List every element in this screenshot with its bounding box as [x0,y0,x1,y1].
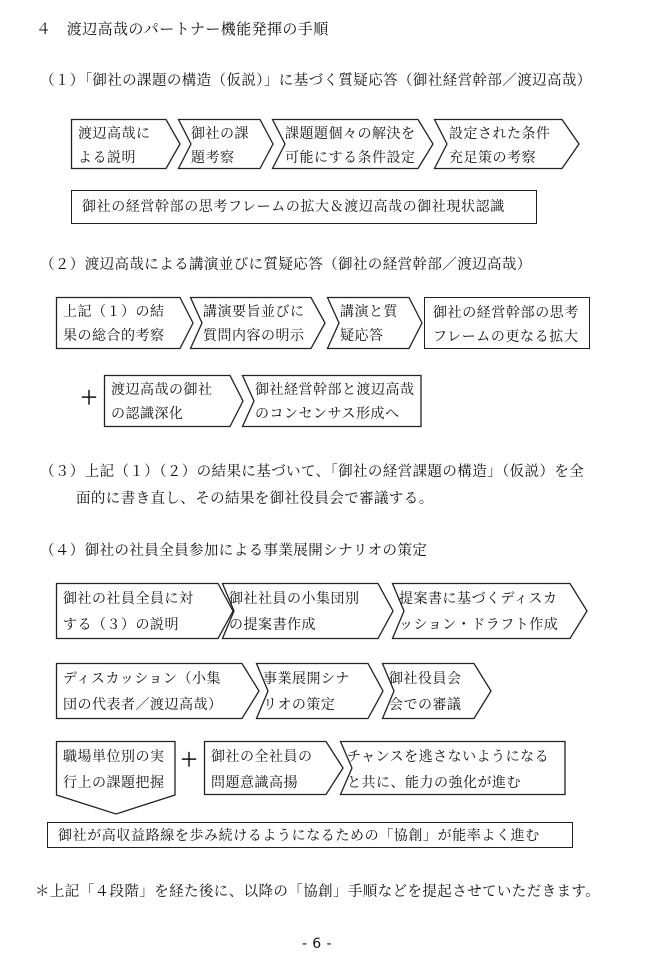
step1-box-1-line1: 渡辺高哉に [78,126,151,142]
step1-result: 御社の経営幹部の思考フレームの拡大＆渡辺高哉の御社現状認識 [82,199,505,215]
step1-box-2 [178,119,274,169]
step4-row2-box-1-line2: 団の代表者／渡辺高哉） [63,697,223,713]
step2-box-4-line1: 御社の経営幹部の思考 [433,305,579,321]
step4-row2-box-2 [256,663,384,719]
section-title: ４ 渡辺高哉のパートナー機能発揮の手順 [36,20,329,38]
step2-box-6-line1: 御社経営幹部と渡辺高哉 [255,382,415,398]
step2-plus: ＋ [80,388,98,409]
step2-box-5 [104,375,244,427]
step4-row3-box-2-line2: 問題意識高揚 [211,775,298,791]
footnote: ＊上記「４段階」を経た後に、以降の「協創」手順などを提起させていただきます。 [35,884,601,900]
step4-row3-box-3-line1: チャンスを逃さないようになる [347,749,550,765]
step2-box-4-line2: フレームの更なる拡大 [433,329,579,345]
step1-box-4-line1: 設定された条件 [449,126,551,142]
step1-box-1-line2: よる説明 [78,150,136,166]
step1-box-3-line2: 可能にする条件設定 [285,150,416,166]
step4-result-box [47,822,573,848]
step2-box-2-line2: 質問内容の明示 [203,328,305,344]
step4-row1-box-3 [392,583,588,639]
step4-row1-box-1-line2: する（３）の説明 [63,617,179,633]
step4-row1-box-1 [56,583,234,639]
step4-row1-box-2-line1: 御社社員の小集団別 [229,591,360,607]
step4-plus: ＋ [180,750,198,771]
step1-box-1 [71,119,181,169]
step4-row3-box-2 [204,741,344,795]
step2-box-1-line2: 果の総合的考察 [63,328,165,344]
step2-box-4 [424,297,590,349]
step4-row3-box-3-line2: と共に、能力の強化が進む [347,775,521,791]
step1-box-4-line2: 充足策の考察 [449,150,536,166]
step2-box-3 [327,297,423,349]
step4-row3-box-1-line2: 行上の課題把握 [63,775,165,791]
step4-row1-box-1-line1: 御社の社員全員に対 [63,591,194,607]
step4-row3-box-3 [340,741,566,795]
step4-row2-box-3-line2: 会での審議 [389,697,462,713]
step1-box-3-line1: 課題題個々の解決を [285,126,416,142]
step2-box-2 [190,297,326,349]
step1-heading: （１）「御社の課題の構造（仮説）」に基づく質疑応答（御社経営幹部／渡辺高哉） [40,73,592,89]
step4-row3-box-1 [56,741,176,815]
step4-row2-box-2-line2: リオの策定 [263,697,336,713]
step2-box-2-line1: 講演要旨並びに [203,304,305,320]
step2-box-6 [242,375,422,427]
step4-result: 御社が高収益路線を歩み続けるようになるための「協創」が能率よく進む [58,828,540,844]
step4-row2-box-1 [56,663,260,719]
step1-box-2-line1: 御社の課 [191,126,249,142]
step4-row1-box-3-line2: ッション・ドラフト作成 [399,617,559,633]
step2-box-3-line2: 疑応答 [340,328,384,344]
step4-row3-box-2-line1: 御社の全社員の [211,749,313,765]
step1-box-4 [434,119,580,169]
step2-box-3-line1: 講演と質 [340,304,398,320]
step4-row1-box-2-line2: の提案書作成 [229,617,316,633]
step2-heading: （２）渡辺高哉による講演並びに質疑応答（御社の経営幹部／渡辺高哉） [40,257,532,273]
step1-result-box [71,190,537,224]
step4-row3-box-1-line1: 職場単位別の実 [63,749,165,765]
step4-row2-box-2-line1: 事業展開シナ [263,671,350,687]
step4-row1-box-3-line1: 提案書に基づくディスカ [399,591,558,607]
step4-row2-box-3 [382,663,492,719]
step4-row2-box-3-line1: 御社役員会 [389,671,462,687]
step1-box-2-line2: 題考察 [191,150,235,166]
page-number: - 6 - [302,936,332,952]
step3-line2: 面的に書き直し、その結果を御社役員会で審議する。 [76,491,434,507]
step1-box-3 [272,119,434,169]
step4-row1-box-2 [222,583,394,639]
step2-box-5-line1: 渡辺高哉の御社 [111,382,213,398]
step2-box-6-line2: のコンセンサス形成へ [255,406,400,422]
step3-line1: （３）上記（１）（２）の結果に基づいて、「御社の経営課題の構造」（仮説）を全 [40,464,585,480]
step4-heading: （４）御社の社員全員参加による事業展開シナリオの策定 [40,543,428,559]
step2-box-1-line1: 上記（１）の結 [63,304,165,320]
step2-box-5-line2: の認識深化 [111,406,184,422]
step4-row2-box-1-line1: ディスカッション（小集 [63,671,221,687]
step2-box-1 [56,297,194,349]
